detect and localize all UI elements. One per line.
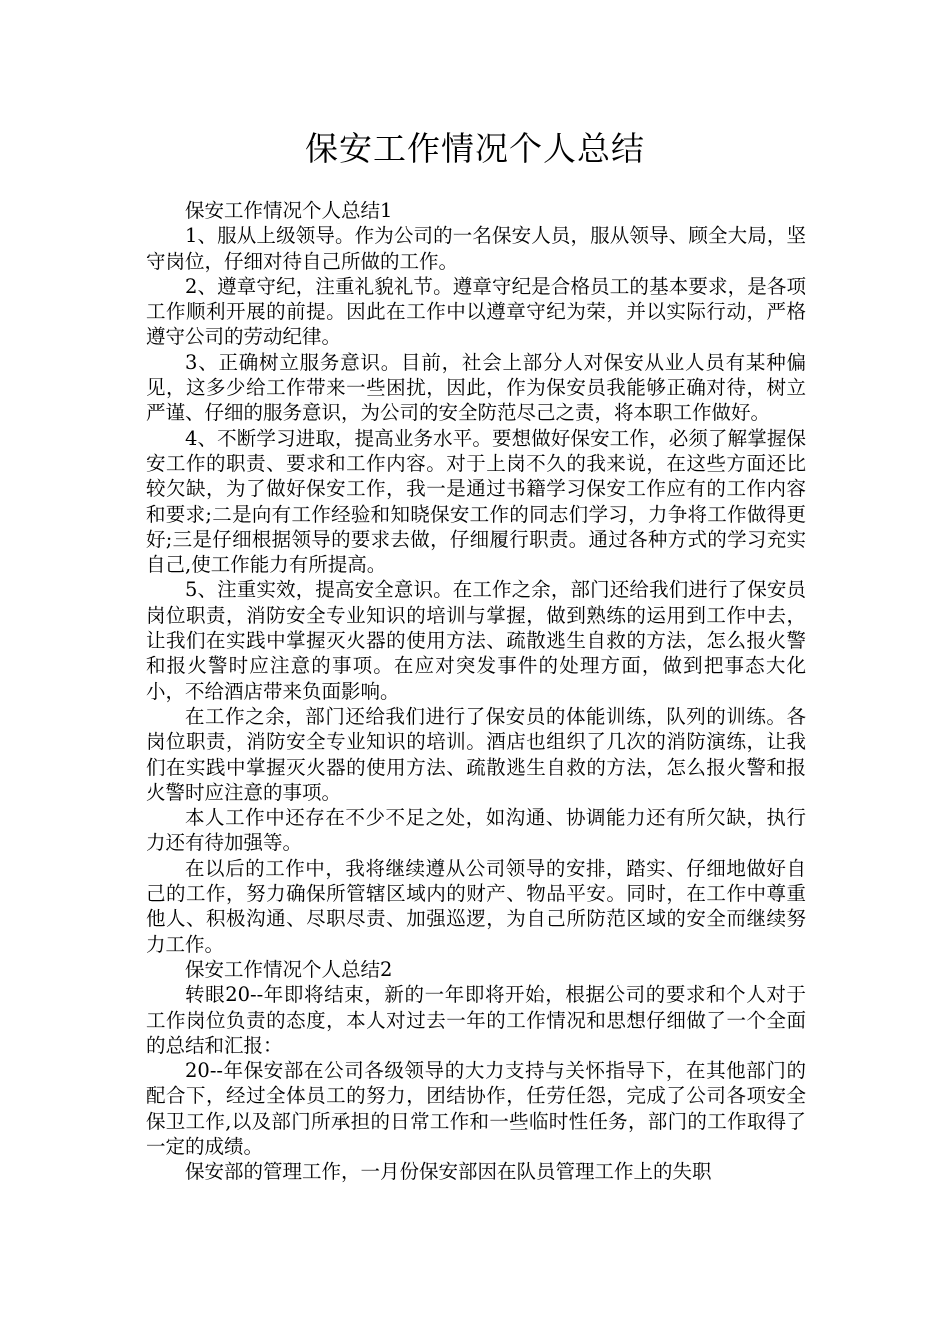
- paragraph: 转眼20--年即将结束，新的一年即将开始，根据公司的要求和个人对于工作岗位负责的态度，本人对过去一年的工作情况和思想仔细做了一个全面的总结和汇报：: [146, 983, 806, 1057]
- paragraph: 5、注重实效，提高安全意识。在工作之余，部门还给我们进行了保安员岗位职责，消防安全专业知识的培训与掌握，做到熟练的运用到工作中去，让我们在实践中掌握灭火器的使用方法、疏散逃生自救的方法，怎么报火警和报火警时应注意的事项。在应对突发事件的处理方面，做到把事态大化小，不给酒店带来负面影响。: [146, 578, 806, 703]
- document-body: [146, 198, 806, 1185]
- paragraph: 1、服从上级领导。作为公司的一名保安人员，服从领导、顾全大局，坚守岗位，仔细对待自己所做的工作。: [146, 224, 806, 273]
- paragraph: 2、遵章守纪，注重礼貌礼节。遵章守纪是合格员工的基本要求，是各项工作顺利开展的前提。因此在工作中以遵章守纪为荣，并以实际行动，严格遵守公司的劳动纪律。: [146, 274, 806, 349]
- section-heading-2: 保安工作情况个人总结2: [185, 957, 393, 981]
- paragraph: 20--年保安部在公司各级领导的大力支持与关怀指导下，在其他部门的配合下，经过全体员工的努力，团结协作，任劳任怨，完成了公司各项安全保卫工作,以及部门所承担的日常工作和一些临时性任务，部门的工作取得了一定的成绩。: [146, 1059, 806, 1158]
- paragraph: 保安部的管理工作，一月份保安部因在队员管理工作上的失职: [185, 1160, 712, 1184]
- paragraph: 在工作之余，部门还给我们进行了保安员的体能训练，队列的训练。各岗位职责，消防安全专业知识的培训。酒店也组织了几次的消防演练，让我们在实践中掌握灭火器的使用方法、疏散逃生自救的方法，怎么报火警和报火警时应注意的事项。: [146, 704, 806, 804]
- paragraph: 4、不断学习进取，提高业务水平。要想做好保安工作，必须了解掌握保安工作的职责、要求和工作内容。对于上岗不久的我来说，在这些方面还比较欠缺，为了做好保安工作，我一是通过书籍学习保安工作应有的工作内容和要求;二是向有工作经验和知晓保安工作的同志们学习，力争将工作做得更好;三是仔细根据领导的要求去做，仔细履行职责。通过各种方式的学习充实自己,使工作能力有所提高。: [146, 426, 806, 577]
- paragraph: 在以后的工作中，我将继续遵从公司领导的安排，踏实、仔细地做好自己的工作，努力确保所管辖区域内的财产、物品平安。同时，在工作中尊重他人、积极沟通、尽职尽责、加强巡逻，为自己所防范区域的安全而继续努力工作。: [146, 856, 806, 956]
- document-title: 保安工作情况个人总结: [305, 129, 645, 168]
- paragraph: 本人工作中还存在不少不足之处，如沟通、协调能力还有所欠缺，执行力还有待加强等。: [146, 806, 806, 855]
- paragraph: 3、正确树立服务意识。目前，社会上部分人对保安从业人员有某种偏见，这多少给工作带来一些困扰，因此，作为保安员我能够正确对待，树立严谨、仔细的服务意识，为公司的安全防范尽己之责，将本职工作做好。: [146, 350, 806, 425]
- section-heading-1: 保安工作情况个人总结1: [185, 199, 393, 222]
